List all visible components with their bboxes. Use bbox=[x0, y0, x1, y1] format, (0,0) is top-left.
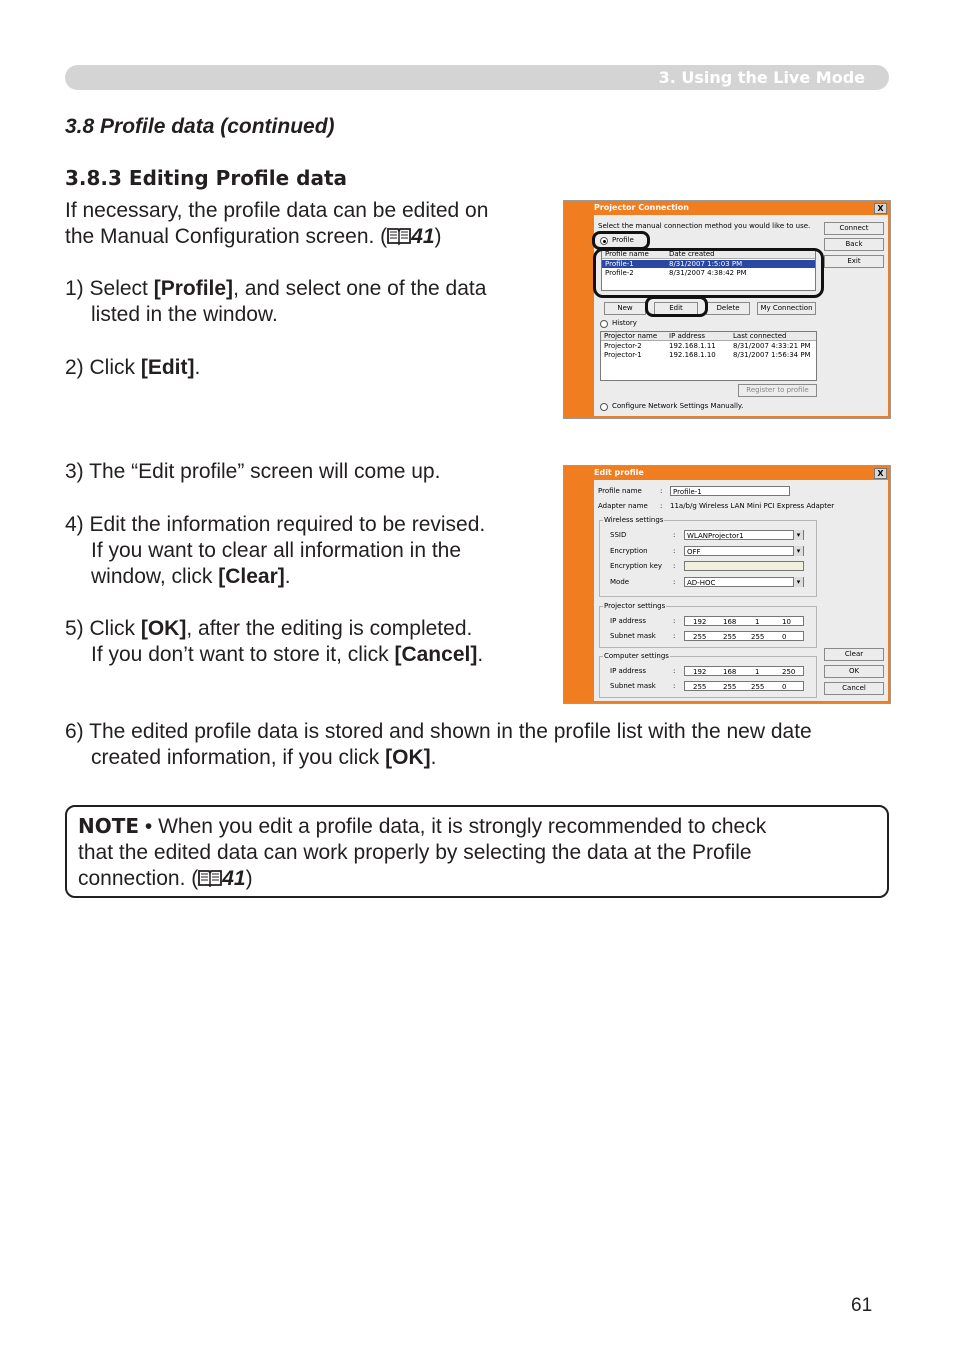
note-label: NOTE bbox=[78, 814, 140, 838]
chapter-header bbox=[65, 65, 889, 90]
projector-connection-window: Projector Connection X Select the manual connection method you would like to use. Profile Profile name Date created Profile-1 8/31/2007 1:5:03 PM Profile-2 8/31/2007 4:38:42 PM Connect Back Exit New Edit Delete My Connection History Projector name IP address Last connected Projector-2 192.168.1.11 8/31/2007 4:33:21 PM Projector-1 192.168.1.10 8/31/2007 1:56:34 PM Register to profile Configure Network Settings Manually. bbox=[563, 200, 891, 419]
window-titlebar: Projector Connection X bbox=[594, 203, 888, 213]
encryption-select[interactable]: OFF ▾ bbox=[684, 546, 804, 556]
highlight-ring bbox=[593, 248, 824, 298]
encryption-key-field[interactable] bbox=[684, 561, 804, 571]
step-1: 1) Select [Profile], and select one of the data listed in the window. bbox=[65, 277, 487, 326]
step-6: 6) The edited profile data is stored and shown in the profile list with the new date created information, if you click [OK]. bbox=[65, 720, 812, 769]
step-4: 4) Edit the information required to be revised. If you want to clear all information in the window, click [Clear]. bbox=[65, 513, 486, 588]
step-3: 3) The “Edit profile” screen will come up. bbox=[65, 460, 441, 483]
page-ref[interactable]: 41 bbox=[411, 225, 435, 248]
window-titlebar: Edit profile X bbox=[594, 468, 888, 478]
list-item[interactable]: Projector-2 192.168.1.11 8/31/2007 4:33:21 PM bbox=[604, 342, 811, 350]
edit-button[interactable]: Edit bbox=[654, 302, 698, 315]
history-list[interactable]: Projector name IP address Last connected Projector-2 192.168.1.11 8/31/2007 4:33:21 PM Projector-1 192.168.1.10 8/31/2007 1:56:34 PM bbox=[600, 331, 817, 381]
new-button[interactable]: New bbox=[604, 302, 646, 315]
step-2: 2) Click [Edit]. bbox=[65, 356, 201, 379]
computer-ip-field[interactable]: 192 168 1 250 bbox=[684, 666, 804, 676]
computer-mask-field[interactable]: 255 255 255 0 bbox=[684, 681, 804, 691]
configure-radio[interactable] bbox=[600, 403, 608, 411]
list-item[interactable]: Profile-2 8/31/2007 4:38:42 PM bbox=[605, 269, 747, 277]
step-5: 5) Click [OK], after the editing is completed. If you don’t want to store it, click [Cancel]. bbox=[65, 617, 484, 666]
history-radio[interactable] bbox=[600, 320, 608, 328]
exit-button[interactable]: Exit bbox=[824, 255, 884, 268]
profile-list[interactable]: Profile name Date created Profile-1 8/31/2007 1:5:03 PM Profile-2 8/31/2007 4:38:42 PM bbox=[601, 249, 816, 291]
list-item[interactable]: Profile-1 8/31/2007 1:5:03 PM bbox=[602, 260, 815, 268]
chapter-title: 3. Using the Live Mode bbox=[658, 68, 865, 87]
back-button[interactable]: Back bbox=[824, 238, 884, 251]
mode-select[interactable]: AD-HOC ▾ bbox=[684, 577, 804, 587]
cancel-button[interactable]: Cancel bbox=[824, 682, 884, 695]
intro-text: If necessary, the profile data can be edited on the Manual Configuration screen. ( 41) bbox=[65, 199, 489, 248]
section-title: 3.8 Profile data (continued) bbox=[65, 115, 335, 138]
connect-button[interactable]: Connect bbox=[824, 222, 884, 235]
subsection-title: 3.8.3 Editing Profile data bbox=[65, 166, 348, 190]
delete-button[interactable]: Delete bbox=[706, 302, 750, 315]
note-box: NOTE • When you edit a profile data, it is strongly recommended to check that the edited data can work properly by selecting the data at the Profile connection. ( 41) bbox=[65, 805, 889, 898]
close-icon[interactable]: X bbox=[874, 203, 887, 214]
list-item[interactable]: Projector-1 192.168.1.10 8/31/2007 1:56:34 PM bbox=[604, 351, 811, 359]
book-icon bbox=[198, 869, 222, 887]
computer-settings-group: Computer settings IP address : 192 168 1 250 Subnet mask : 255 255 255 0 bbox=[599, 656, 817, 698]
edit-profile-window: Edit profile X Profile name : Profile-1 Adapter name : 11a/b/g Wireless LAN Mini PCI Express Adapter Wireless settings SSID : WLANProjector1 ▾ Encryption : OFF ▾ Encryption key : Mode : AD-HOC ▾ Projector settings IP address : 192 168 1 10 Subnet mask : 255 255 255 0 Computer settings IP address : 192 168 1 250 Subnet mask : 255 255 255 0 Clear OK Cancel bbox=[563, 465, 891, 704]
projector-settings-group: Projector settings IP address : 192 168 1 10 Subnet mask : 255 255 255 0 bbox=[599, 606, 817, 648]
close-icon[interactable]: X bbox=[874, 468, 887, 479]
projector-ip-field[interactable]: 192 168 1 10 bbox=[684, 616, 804, 626]
wireless-settings-group: Wireless settings SSID : WLANProjector1 ▾ Encryption : OFF ▾ Encryption key : Mode : AD-HOC ▾ bbox=[599, 520, 817, 597]
ssid-select[interactable]: WLANProjector1 ▾ bbox=[684, 530, 804, 540]
page-number: 61 bbox=[851, 1295, 873, 1316]
projector-mask-field[interactable]: 255 255 255 0 bbox=[684, 631, 804, 641]
ok-button[interactable]: OK bbox=[824, 665, 884, 678]
my-connection-button[interactable]: My Connection bbox=[757, 302, 816, 315]
clear-button[interactable]: Clear bbox=[824, 648, 884, 661]
highlight-ring bbox=[645, 296, 708, 317]
register-button[interactable]: Register to profile bbox=[738, 384, 817, 397]
profile-name-field[interactable]: Profile-1 bbox=[670, 486, 790, 496]
book-icon bbox=[387, 227, 411, 245]
page-ref[interactable]: 41 bbox=[222, 867, 246, 890]
